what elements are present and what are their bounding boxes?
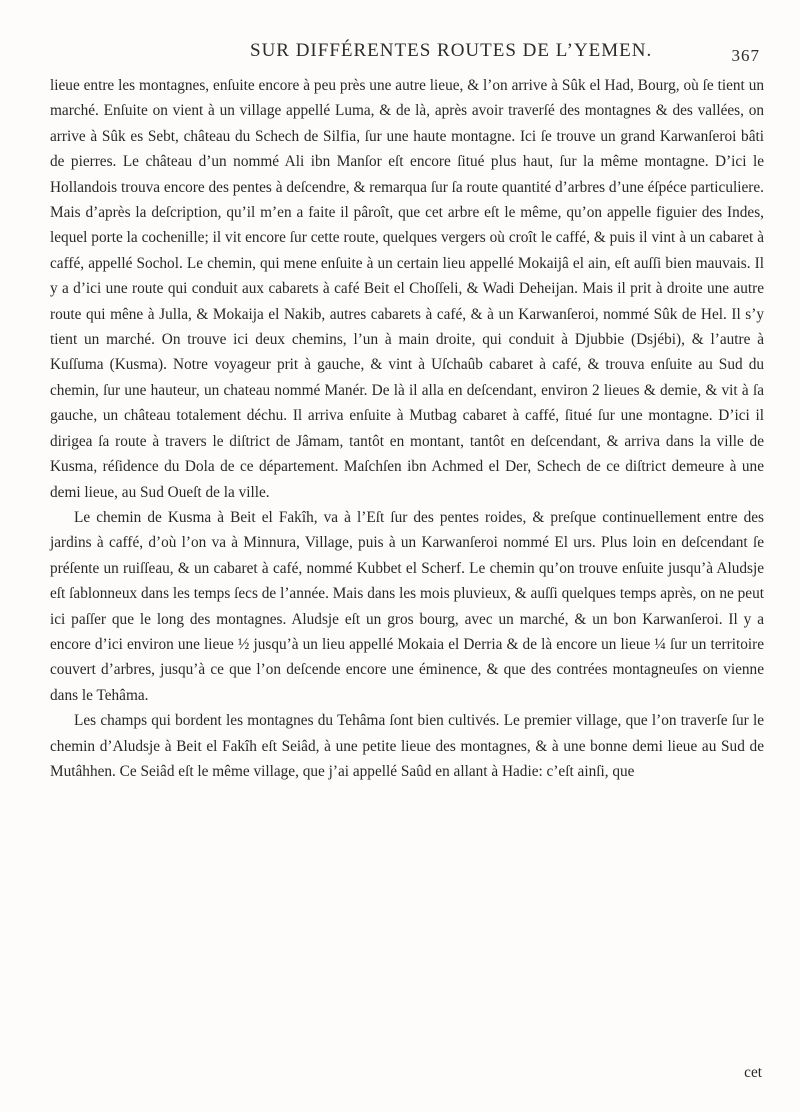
catchword: cet <box>744 1064 762 1081</box>
paragraph-3: Les champs qui bordent les montagnes du Tehâma ſont bien cultivés. Le premier village, que l’on traverſe ſur le chemin d’Aludsje à Beit el Fakîh eſt Seiâd, à une petite lieue des montagnes, & à une bonne demi lieue au Sud de Mutâhhen. Ce Seiâd eſt le même village, que j’ai appellé Saûd en allant à Hadie: c’eſt ainſi, que <box>50 712 764 780</box>
text-body <box>50 73 764 784</box>
page-number: 367 <box>731 46 760 65</box>
running-title: SUR DIFFÉRENTES ROUTES DE L’YEMEN. <box>250 40 653 61</box>
running-head <box>250 32 760 72</box>
paragraph-1: lieue entre les montagnes, enſuite encore à peu près une autre lieue, & l’on arrive à Sûk el Had, Bourg, où ſe tient un marché. Enſuite on vient à un village appellé Luma, & de là, après avoir traverſé des montagnes & des vallées, on arrive à Sûk es Sebt, château du Schech de Silfia, ſur une haute montagne. Ici ſe trouve un grand Karwanſeroi bâti de pierres. Le château d’un nommé Ali ibn Manſor eſt encore ſitué plus haut, ſur la même montagne. D’ici le Hollandois trouva encore des pentes à deſcendre, & remarqua ſur ſa route quantité d’arbres d’une éſpéce particuliere. Mais d’après la deſcription, qu’il m’en a faite il pâroît, que cet arbre eſt le même, qu’on appelle figuier des Indes, lequel porte la cochenille; il vit encore ſur cette route, quelques vergers où croît le caffé, & puis il vint à un cabaret à caffé, appellé Sochol. Le chemin, qui mene enſuite à un certain lieu appellé Mokaijâ el ain, eſt auſſi bien mauvais. Il y a d’ici une route qui conduit aux cabarets à café Beit el Choſſeli, & Wadi Deheijan. Mais il prit à droite une autre route qui mêne à Julla, & Mokaija el Nakib, autres cabarets à café, & à un Karwanſeroi, nommé Sûk de Hel. Il s’y tient un marché. On trouve ici deux chemins, l’un à main droite, qui conduit à Djubbie (Dsjébi), & l’autre à Kuſſuma (Kusma). Notre voyageur prit à gauche, & vint à Uſchaûb cabaret à café, & trouva enſuite au Sud du chemin, ſur une hauteur, un chateau nommé Manér. De là il alla en deſcendant, environ 2 lieues & demie, & vit à ſa gauche, un château totalement déchu. Il arriva enſuite à Mutbag cabaret à caffé, ſitué ſur une montagne. D’ici il dirigea ſa route à travers le diſtrict de Jâmam, tantôt en montant, tantôt en deſcendant, & arriva dans la ville de Kusma, réſidence du Dola de ce département. Maſchſen ibn Achmed el Der, Schech de ce diſtrict demeure à une demi lieue, au Sud Oueſt de la ville. <box>50 77 764 501</box>
paragraph-2: Le chemin de Kusma à Beit el Fakîh, va à l’Eſt ſur des pentes roides, & preſque continuellement entre des jardins à caffé, d’où l’on va à Minnura, Village, puis à un Karwanſeroi nommé El urs. Plus loin en deſcendant ſe préſente un ruiſſeau, & un cabaret à café, nommé Kubbet el Scherf. Le chemin qu’on trouve enſuite jusqu’à Aludsje eſt ſablonneux dans les temps ſecs de l’année. Mais dans les mois pluvieux, & auſſi quelques temps après, on ne peut ici paſſer que le long des montagnes. Aludsje eſt un gros bourg, avec un marché, & un bon Karwanſeroi. Il y a encore d’ici environ une lieue ½ jusqu’à un lieu appellé Mokaia el Derria & de là encore un lieue ¼ ſur un territoire couvert d’arbres, jusqu’à ce que l’on deſcende encore une éminence, & que des contrées montagneuſes on vienne dans le Tehâma. <box>50 508 764 704</box>
